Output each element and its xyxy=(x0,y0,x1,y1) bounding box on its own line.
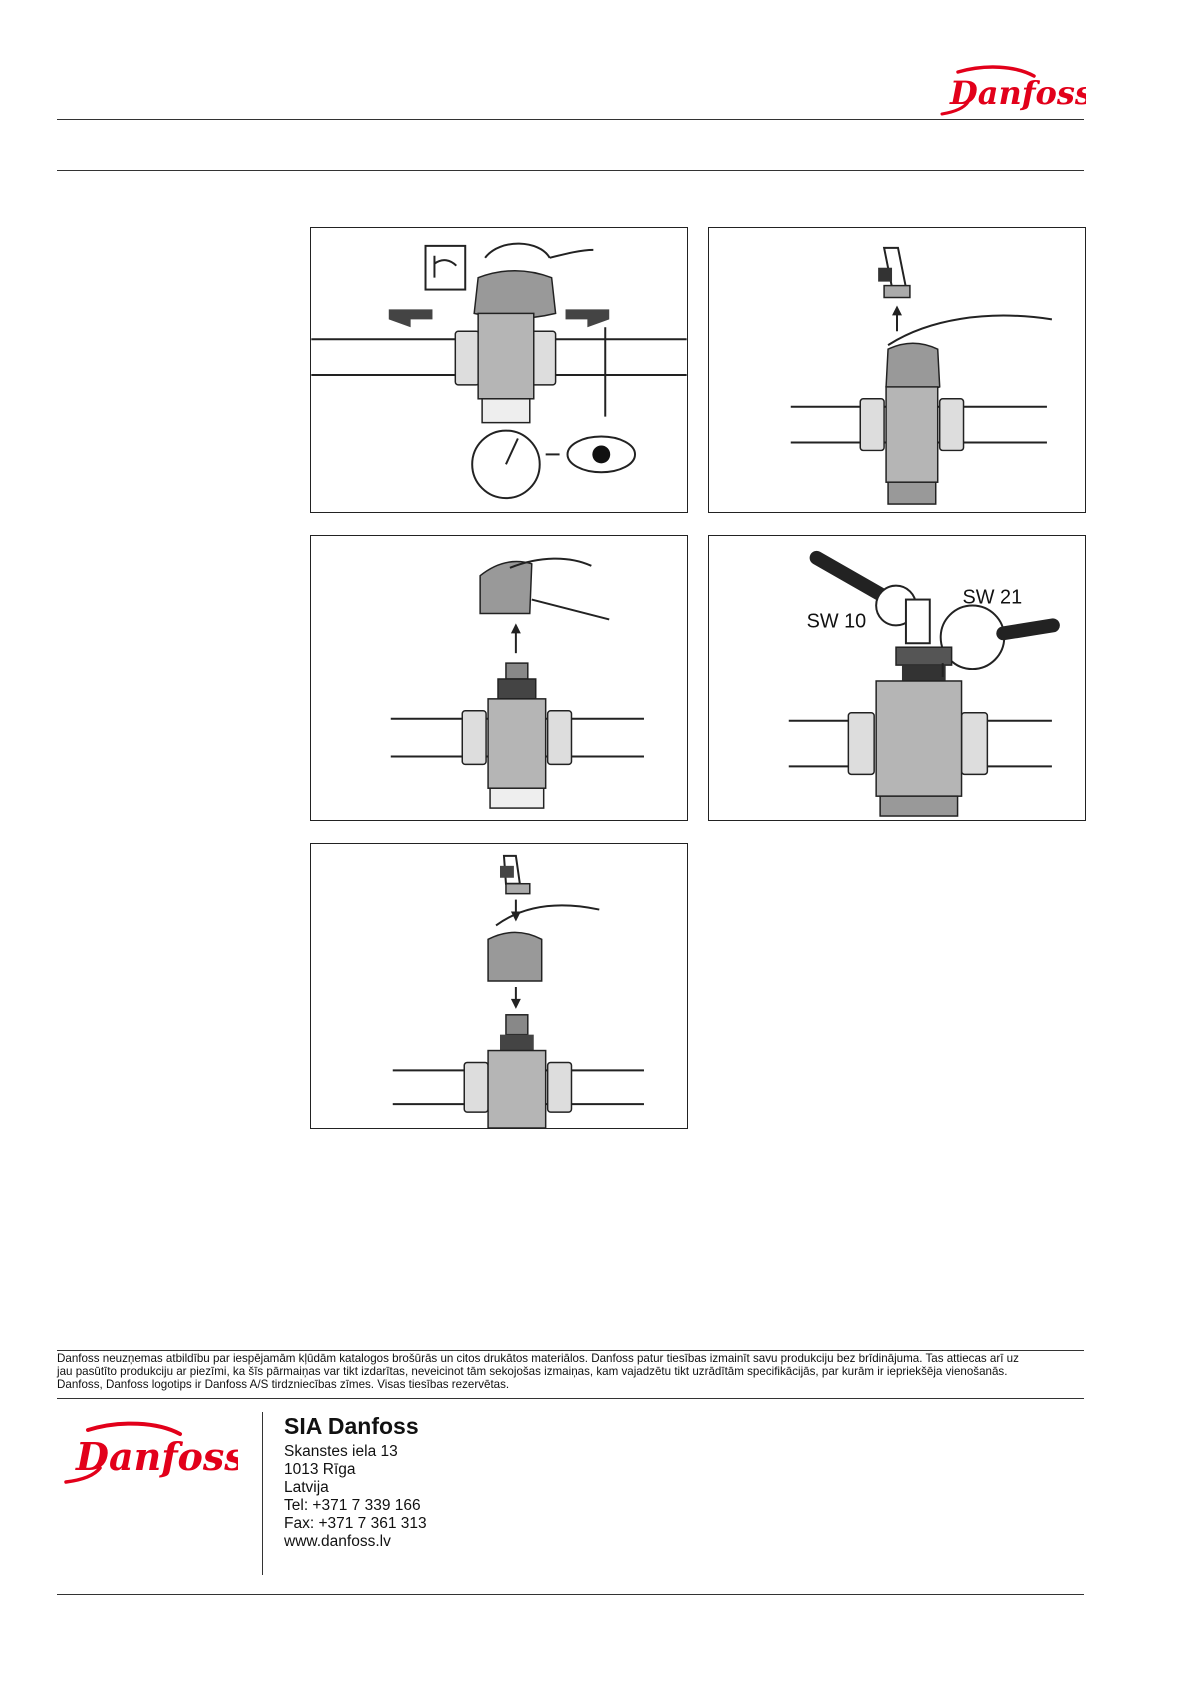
header-danfoss-logo xyxy=(938,62,1086,118)
footer-danfoss-logo xyxy=(62,1418,238,1488)
wrench-sw10-label: SW 10 xyxy=(806,610,867,633)
wrench-sw21-label: SW 21 xyxy=(962,586,1023,609)
company-address-block xyxy=(284,1412,427,1551)
fax-line: Fax: +371 7 361 313 xyxy=(284,1515,427,1532)
disclaimer-line: Danfoss neuzņemas atbildību par iespējamām kļūdām katalogos brošūrās un citos drukātos materiālos. Danfoss patur tiesības izmainīt savu produkciju bez brīdinājuma. Tas attiecas arī uz xyxy=(57,1352,1019,1365)
footer-rule-top xyxy=(57,1350,1084,1351)
disclaimer-line: jau pasūtīto produkciju ar piezīmi, ka šīs pārmaiņas var tikt izdarītas, neveicinot tām sekojošas izmaiņas, kam vajadzētu tikt uzrādītām specifikācijās, par kurām ir iepriekšēja vienošanās. xyxy=(57,1365,1008,1379)
website-link[interactable]: www.danfoss.lv xyxy=(284,1533,391,1550)
footer-rule-bottom xyxy=(57,1594,1084,1595)
header-rule-top xyxy=(57,119,1084,120)
footer-logo-text: Danfoss xyxy=(76,1434,238,1479)
address-line: Skanstes iela 13 xyxy=(284,1443,398,1460)
figure-panel-4 xyxy=(708,535,1086,821)
phone-line: Tel: +371 7 339 166 xyxy=(284,1497,421,1514)
disclaimer-text xyxy=(57,1352,1087,1392)
disclaimer-line: Danfoss, Danfoss logotips ir Danfoss A/S tirdzniecības zīmes. Visas tiesības rezervētas. xyxy=(57,1378,510,1392)
address-line: Latvija xyxy=(284,1479,329,1496)
footer-rule-middle xyxy=(57,1398,1084,1399)
header-rule-bottom xyxy=(57,170,1084,171)
header-logo-text: Danfoss xyxy=(950,74,1086,112)
address-line: 1013 Rīga xyxy=(284,1461,356,1478)
figure-panel-2 xyxy=(708,227,1086,513)
footer-vertical-divider xyxy=(262,1412,263,1575)
figure-panel-1 xyxy=(310,227,688,513)
figure-panel-5 xyxy=(310,843,688,1129)
company-name: SIA Danfoss xyxy=(284,1413,419,1439)
figure-panel-3 xyxy=(310,535,688,821)
